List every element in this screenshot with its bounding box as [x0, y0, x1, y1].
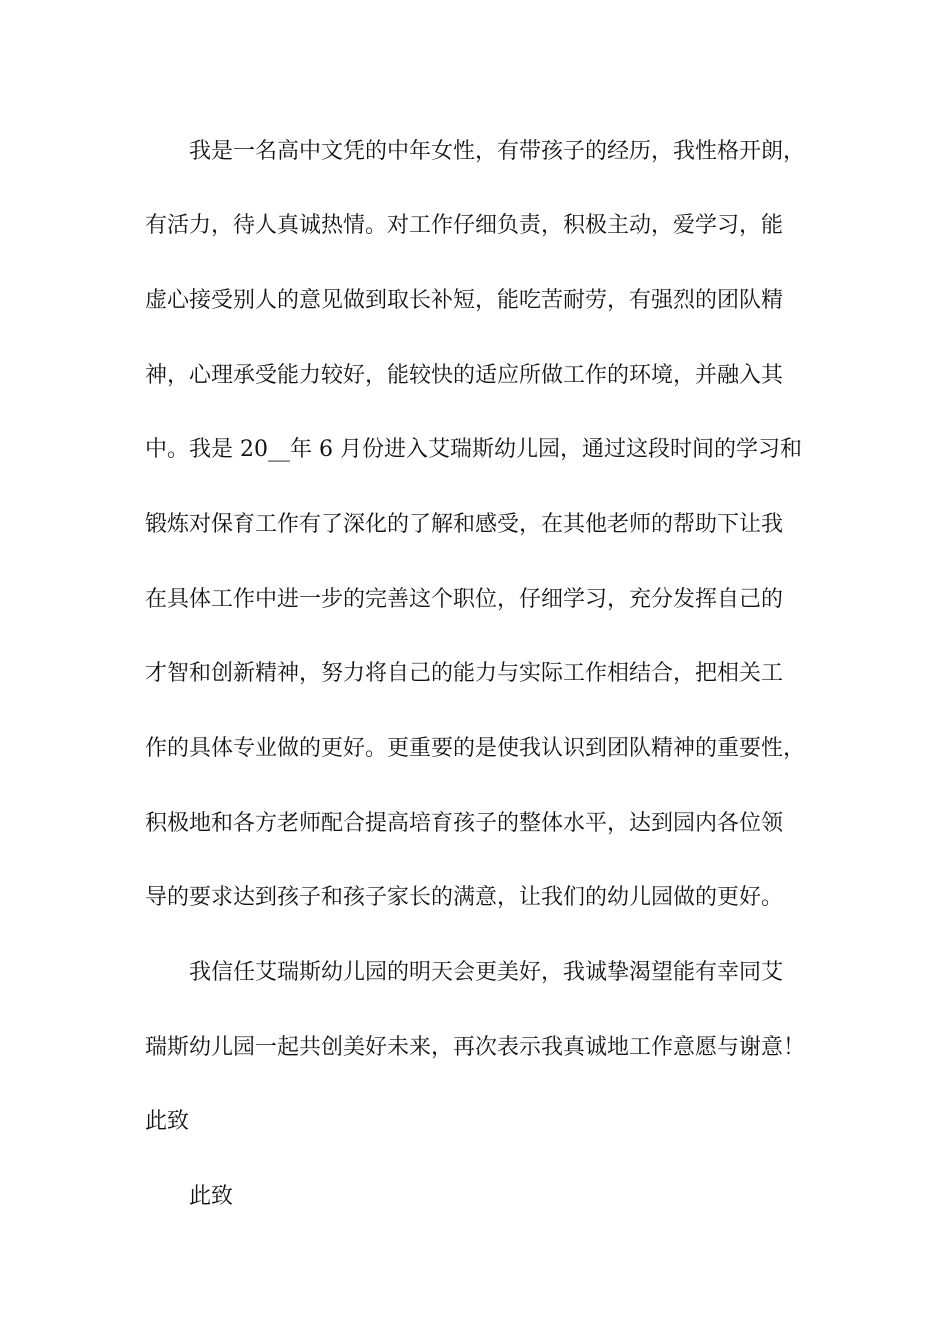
paragraph-1-line-3: 虚心接受别人的意见做到取长补短，能吃苦耐劳，有强烈的团队精: [145, 288, 784, 313]
paragraph-1-line-8: 才智和创新精神，努力将自己的能力与实际工作相结合，把相关工: [145, 661, 784, 686]
paragraph-1-line-7: 在具体工作中进一步的完善这个职位，仔细学习，充分发挥自己的: [145, 587, 784, 612]
paragraph-2-line-2: 瑞斯幼儿园一起共创美好未来，再次表示我真诚地工作意愿与谢意！: [145, 1035, 806, 1060]
paragraph-1-line-2: 有活力，待人真诚热情。对工作仔细负责，积极主动，爱学习，能: [145, 213, 784, 238]
paragraph-1-line-11: 导的要求达到孩子和孩子家长的满意，让我们的幼儿园做的更好。: [145, 885, 784, 910]
paragraph-1-line-9: 作的具体专业做的更好。更重要的是使我认识到团队精神的重要性，: [145, 736, 806, 761]
paragraph-1-line-10: 积极地和各方老师配合提高培育孩子的整体水平，达到园内各位领: [145, 811, 784, 836]
paragraph-1-line-4: 神，心理承受能力较好，能较快的适应所做工作的环境，并融入其: [145, 363, 784, 388]
paragraph-2-line-1: 我信任艾瑞斯幼儿园的明天会更美好，我诚挚渴望能有幸同艾: [189, 960, 784, 985]
paragraph-1-line-6: 锻炼对保育工作有了深化的了解和感受，在其他老师的帮助下让我: [145, 512, 784, 537]
paragraph-1-line-1: 我是一名高中文凭的中年女性，有带孩子的经历，我性格开朗，: [189, 139, 806, 164]
paragraph-1-line-5: 中。我是 20__年 6 月份进入艾瑞斯幼儿园，通过这段时间的学习和: [145, 437, 802, 462]
closing-salutation: 此致: [145, 1109, 190, 1134]
closing-salutation-indented: 此致: [189, 1184, 234, 1209]
